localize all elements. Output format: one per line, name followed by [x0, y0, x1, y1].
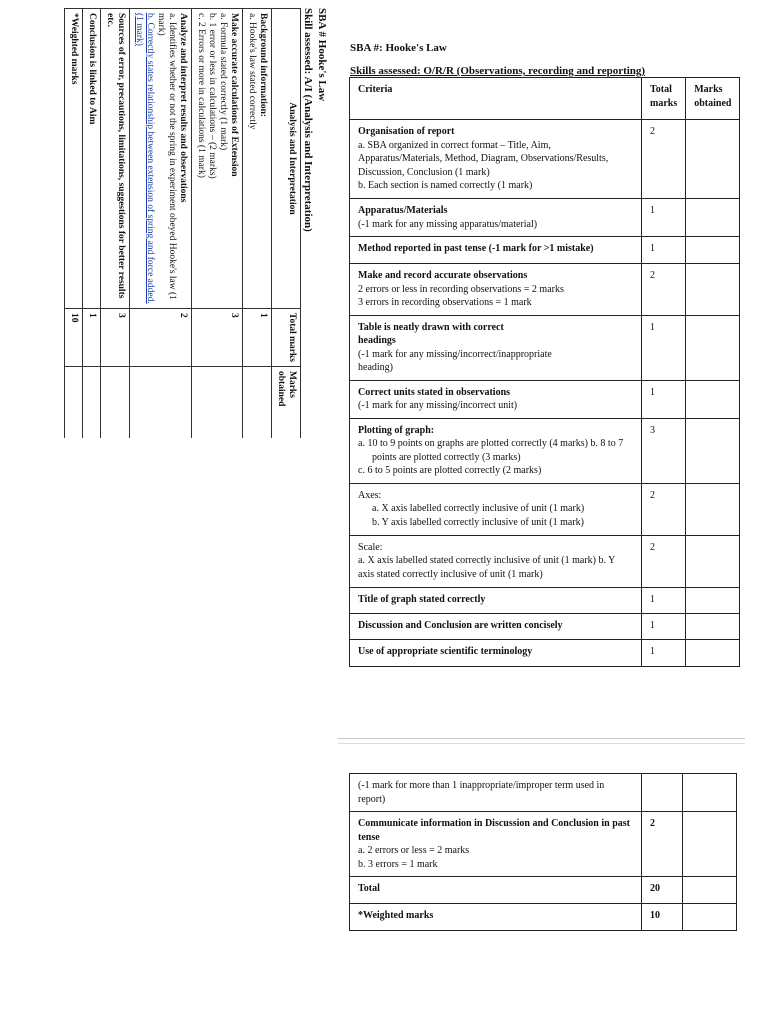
criteria-title: Discussion and Conclusion are written concisely: [358, 619, 563, 631]
criteria-title: *Weighted marks: [358, 910, 434, 921]
criteria-line: (-1 mark for any missing/incorrect/inappropriate heading): [358, 348, 552, 373]
criteria-cell: [350, 877, 642, 904]
criteria-line: b. 3 errors = 1 mark: [358, 858, 438, 870]
rotated-obtained-header: Marks obtained: [272, 367, 301, 439]
table-row: [350, 904, 737, 931]
criteria-line: (-1 mark for any missing/incorrect unit): [358, 400, 518, 411]
rotated-header-row: [272, 9, 301, 439]
total-marks-cell: [642, 774, 683, 812]
marks-obtained-cell[interactable]: [686, 613, 740, 639]
criteria-title: Make and record accurate observations: [358, 270, 528, 281]
table-row: [350, 639, 740, 666]
rotated-row-title: Background information:: [258, 13, 268, 118]
rotated-obtained-cell[interactable]: [130, 367, 192, 439]
criteria-cell: [350, 120, 642, 199]
rotated-total-cell: 1: [243, 309, 272, 367]
table-row: [350, 264, 740, 316]
marks-obtained-cell[interactable]: [686, 587, 740, 613]
total-marks-cell: 2: [642, 483, 686, 535]
total-marks-cell: 1: [642, 237, 686, 264]
criteria-cell: [350, 904, 642, 931]
rotated-skill: Skill assessed: A/I (Analysis and Interpretation): [302, 8, 314, 232]
total-marks-cell: 2: [642, 120, 686, 199]
criteria-cell: [350, 483, 642, 535]
marks-obtained-cell[interactable]: [683, 774, 737, 812]
table-row: [350, 877, 737, 904]
criteria-title: Axes:: [358, 489, 382, 501]
criteria-header: Criteria: [350, 78, 642, 120]
rotated-row-line: b. Correctly states relationship between extension of spring and force added. (1 mark): [134, 13, 155, 304]
criteria-title: Method reported in past tense (-1 mark for >1 mistake): [358, 243, 594, 254]
table-row: [350, 613, 740, 639]
marks-obtained-cell[interactable]: [686, 483, 740, 535]
table-row: [350, 120, 740, 199]
total-marks-cell: 2: [642, 535, 686, 587]
criteria-cell: [350, 418, 642, 483]
rotated-total-cell: 3: [192, 309, 243, 367]
table-row: [350, 535, 740, 587]
criteria-title: Use of appropriate scientific terminology: [358, 645, 533, 657]
rotated-row-line: a. Formula stated correctly (1 mark): [218, 13, 228, 151]
criteria-cell: [350, 315, 642, 380]
rotated-obtained-cell[interactable]: [243, 367, 272, 439]
rotated-criteria-cell: [243, 9, 272, 309]
rotated-row-title: *Weighted marks: [69, 13, 79, 85]
criteria-line: a. 10 to 9 points on graphs are plotted correctly (4 marks) b. 8 to 7 points are plotted correctly (3 marks): [358, 438, 624, 463]
total-marks-cell: 2: [642, 812, 683, 877]
criteria-cell: [350, 380, 642, 418]
rotated-total-cell: 10: [65, 309, 83, 367]
criteria-line: (-1 mark for more than 1 inappropriate/improper term used in report): [358, 780, 605, 805]
criteria-title: Apparatus/Materials: [358, 205, 448, 216]
marks-obtained-header: Marks obtained: [686, 78, 740, 120]
table-row: [192, 9, 243, 439]
rotated-obtained-cell[interactable]: [192, 367, 243, 439]
rotated-total-cell: 2: [130, 309, 192, 367]
rubric-table: [349, 77, 740, 667]
rotated-rubric-table: [64, 8, 301, 438]
rotated-row-line: c. 2 Errors or more in calculations (1 mark): [196, 13, 206, 178]
rotated-row-line: b. 1 error or less in calculations – (2 marks): [207, 13, 217, 179]
total-marks-cell: 1: [642, 613, 686, 639]
criteria-cell: [350, 639, 642, 666]
table-row: [350, 812, 737, 877]
marks-obtained-cell[interactable]: [686, 639, 740, 666]
criteria-line: b. Y axis labelled correctly inclusive of unit (1 mark): [372, 516, 584, 528]
rotated-row-title: Conclusion is linked to Aim: [87, 13, 97, 125]
rotated-total-header: Total marks: [272, 309, 301, 367]
criteria-title: Scale:: [358, 541, 383, 553]
page-break-line: [338, 743, 745, 744]
criteria-line: c. 6 to 5 points are plotted correctly (2 marks): [358, 465, 542, 476]
rotated-criteria-header: Analysis and Interpretation: [272, 9, 301, 309]
marks-obtained-cell[interactable]: [686, 315, 740, 380]
table-row: [350, 380, 740, 418]
marks-obtained-cell[interactable]: [683, 812, 737, 877]
criteria-cell: [350, 535, 642, 587]
table-row: [350, 315, 740, 380]
criteria-title: Communicate information in Discussion and Conclusion in past tense: [358, 818, 630, 843]
total-marks-cell: 1: [642, 639, 686, 666]
criteria-line: 2 errors or less in recording observations = 2 marks: [358, 283, 564, 295]
total-marks-header: Total marks: [642, 78, 686, 120]
total-marks-cell: 1: [642, 199, 686, 237]
total-marks-cell: 1: [642, 315, 686, 380]
criteria-title: Title of graph stated correctly: [358, 593, 486, 605]
criteria-cell: [350, 237, 642, 264]
rotated-criteria-cell: [192, 9, 243, 309]
total-marks-cell: 2: [642, 264, 686, 316]
rotated-obtained-cell[interactable]: [83, 367, 101, 439]
table-row: [243, 9, 272, 439]
marks-obtained-cell[interactable]: [686, 264, 740, 316]
rotated-rubric-region: [8, 8, 338, 438]
total-marks-cell: 1: [642, 587, 686, 613]
criteria-line: a. X axis labelled correctly inclusive of unit (1 mark): [372, 503, 585, 514]
marks-obtained-cell[interactable]: [683, 877, 737, 904]
marks-obtained-cell[interactable]: [686, 199, 740, 237]
rotated-criteria-cell: [101, 9, 130, 309]
criteria-title: Correct units stated in observations: [358, 386, 511, 398]
criteria-title: Table is neatly drawn with correct headings: [358, 321, 504, 346]
table-row: [350, 199, 740, 237]
rotated-total-cell: 1: [83, 309, 101, 367]
criteria-title: Plotting of graph:: [358, 424, 435, 436]
criteria-line: a. X axis labelled stated correctly inclusive of unit (1 mark) b. Y axis stated correctly inclusive of unit (1 mark): [358, 555, 615, 580]
table-row: [350, 237, 740, 264]
criteria-cell: [350, 199, 642, 237]
rubric-table-continued: [349, 773, 737, 931]
rotated-row-title: Sources of error, precautions, limitations, suggestions for better results etc.: [105, 13, 126, 299]
criteria-cell: [350, 587, 642, 613]
criteria-cell: [350, 812, 642, 877]
criteria-line: a. 2 errors or less = 2 marks: [358, 845, 470, 856]
rotated-rubric-page: [8, 8, 328, 438]
marks-obtained-cell[interactable]: [686, 120, 740, 199]
sheet-title: SBA #: Hooke's Law: [350, 42, 447, 54]
rotated-header: [301, 8, 328, 438]
table-row: [350, 774, 737, 812]
rotated-total-cell: 3: [101, 309, 130, 367]
total-marks-cell: 10: [642, 904, 683, 931]
criteria-cell: [350, 774, 642, 812]
page-break-line: [338, 738, 745, 739]
rotated-row-line: a. Hooke's law stated correctly: [247, 13, 257, 130]
criteria-line: a. SBA organized in correct format – Title, Aim, Apparatus/Materials, Method, Diagram, Observations/Results, Discussion, Conclusion (1 mark): [358, 139, 609, 178]
table-row: [101, 9, 130, 439]
rotated-row-line: a. Identifies whether or not the spring in experiment obeyed Hooke's law (1 mark): [156, 13, 177, 300]
marks-obtained-cell[interactable]: [683, 904, 737, 931]
rotated-criteria-cell: [65, 9, 83, 309]
rotated-obtained-cell[interactable]: [101, 367, 130, 439]
table-row: [350, 418, 740, 483]
criteria-line: b. Each section is named correctly (1 mark): [358, 180, 533, 191]
marks-obtained-cell[interactable]: [686, 418, 740, 483]
criteria-title: Organisation of report: [358, 126, 455, 137]
marks-obtained-cell[interactable]: [686, 380, 740, 418]
total-marks-cell: 3: [642, 418, 686, 483]
rotated-title: SBA # Hooke's Law: [316, 8, 328, 102]
rubric-header-row: [350, 78, 740, 120]
marks-obtained-cell[interactable]: [686, 237, 740, 264]
criteria-line: 3 errors in recording observations = 1 mark: [358, 297, 532, 308]
rotated-row-title: Make accurate calculations of Extension: [229, 13, 239, 177]
rotated-row-title: Analyze and interpret results and observations: [178, 13, 188, 203]
rotated-criteria-cell: [83, 9, 101, 309]
criteria-cell: [350, 264, 642, 316]
sheet-skills: Skills assessed: O/R/R (Observations, recording and reporting): [350, 65, 646, 77]
total-marks-cell: 1: [642, 380, 686, 418]
criteria-title: Total: [358, 883, 380, 894]
criteria-line: (-1 mark for any missing apparatus/material): [358, 218, 538, 230]
rotated-obtained-cell[interactable]: [65, 367, 83, 439]
table-row: [83, 9, 101, 439]
table-row: [350, 483, 740, 535]
table-row: [350, 587, 740, 613]
table-row: [130, 9, 192, 439]
rotated-criteria-cell: [130, 9, 192, 309]
marks-obtained-cell[interactable]: [686, 535, 740, 587]
total-marks-cell: 20: [642, 877, 683, 904]
table-row: [65, 9, 83, 439]
criteria-cell: [350, 613, 642, 639]
